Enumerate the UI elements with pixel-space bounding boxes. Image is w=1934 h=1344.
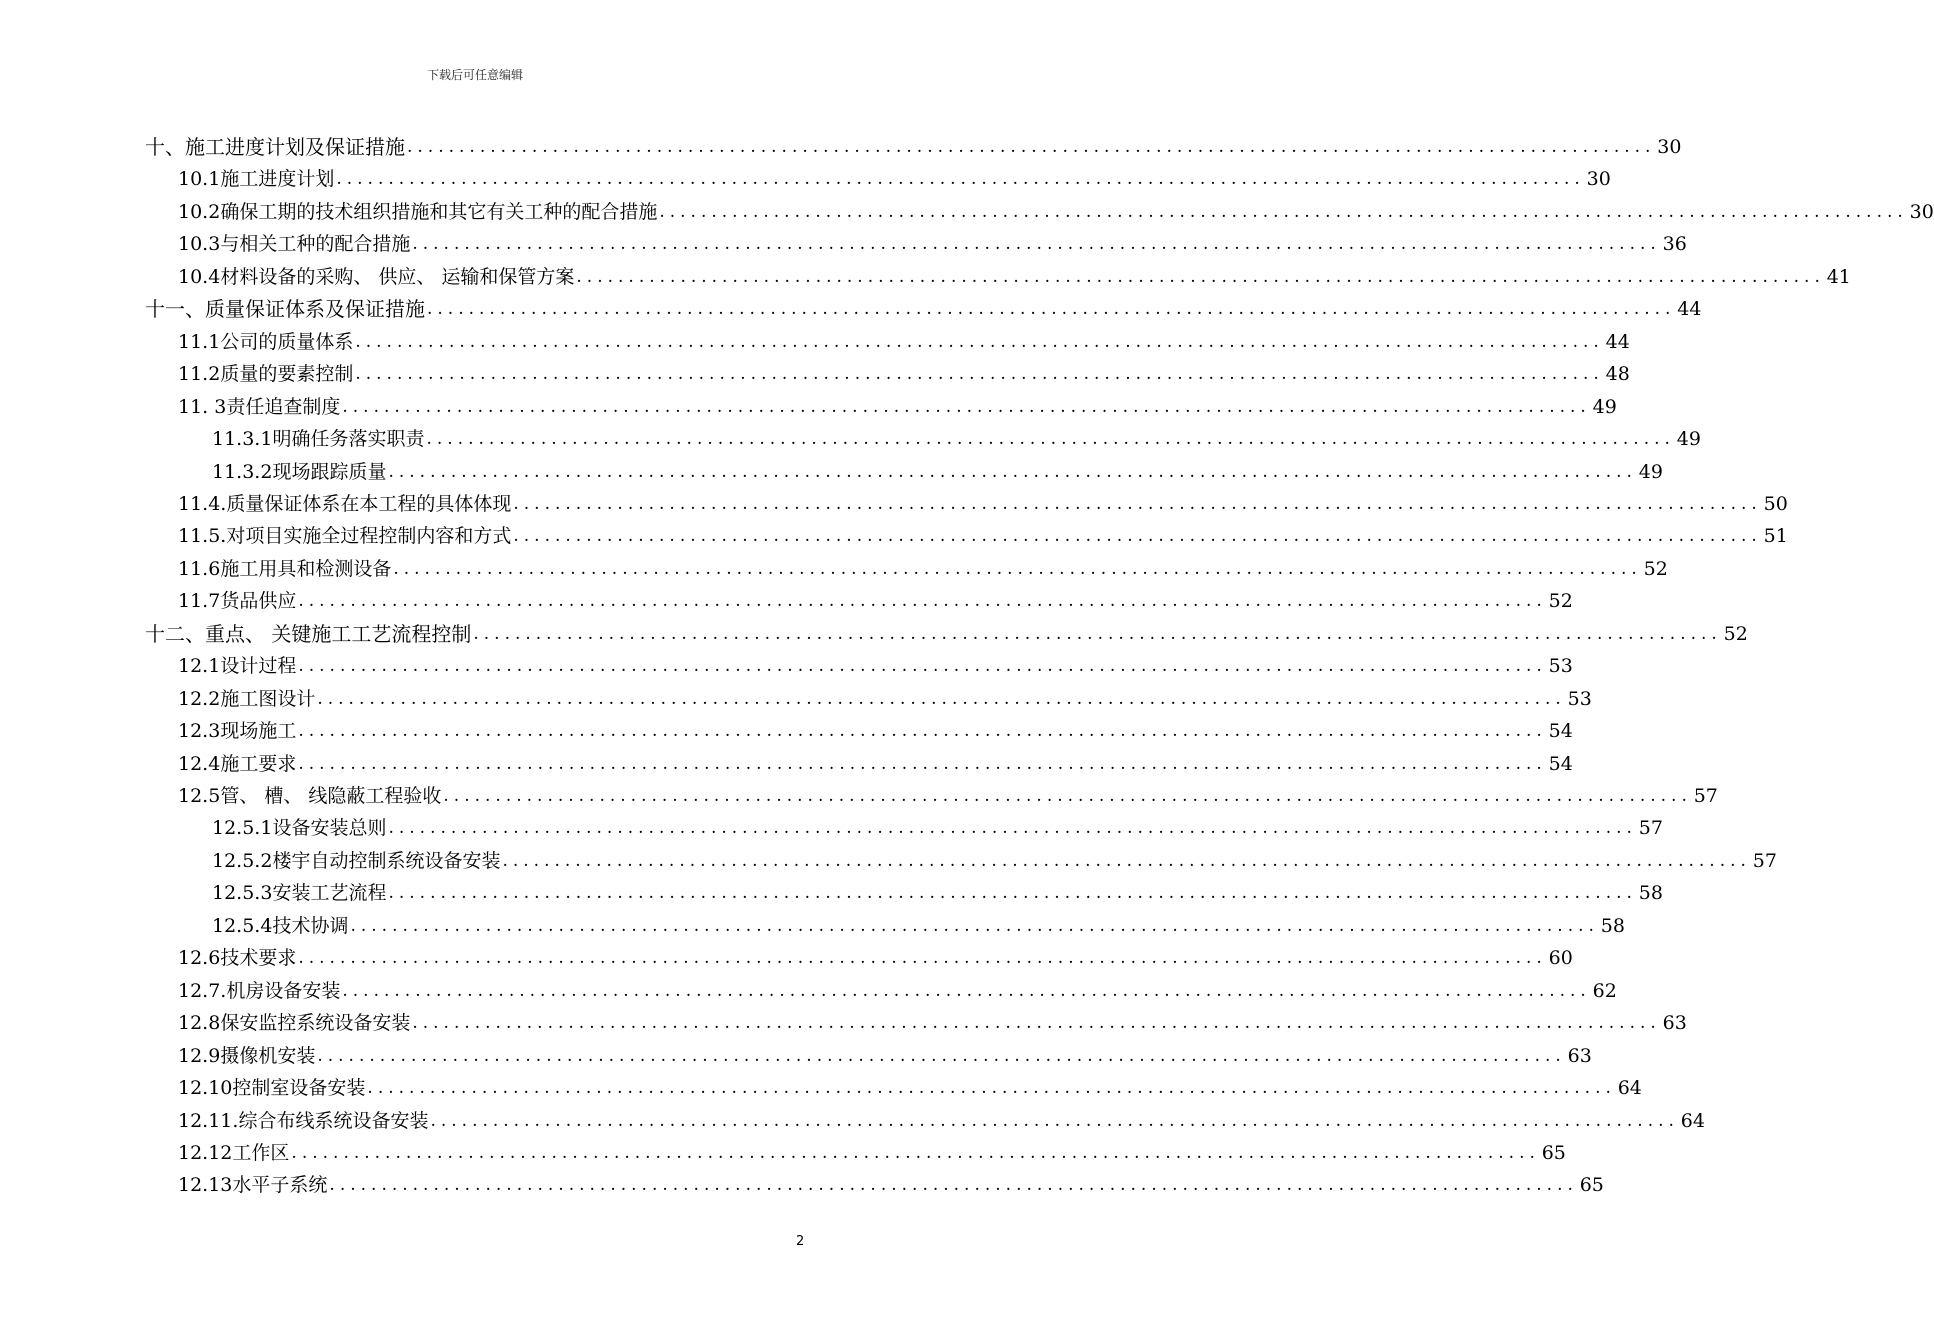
toc-entry-number: 11. 3 [178, 395, 227, 418]
toc-entry[interactable] [145, 290, 1702, 322]
toc-leader-dots: ........................................................................................................................ [513, 526, 1762, 547]
toc-entry[interactable] [178, 160, 1611, 192]
toc-leader-dots: ........................................................................................................................ [427, 299, 1676, 320]
toc-entry[interactable] [145, 615, 1748, 647]
toc-leader-dots: ........................................................................................................................ [443, 786, 1692, 806]
toc-entry-page: 30 [1909, 200, 1934, 223]
toc-entry-page: 53 [1548, 655, 1573, 678]
toc-entry[interactable] [178, 517, 1788, 549]
toc-entry-title: 货品供应 [220, 590, 297, 613]
toc-entry-page: 52 [1723, 622, 1748, 645]
toc-entry-number: 11.2 [178, 363, 221, 386]
toc-entry-page: 49 [1638, 460, 1663, 483]
toc-leader-dots: ........................................................................................................................ [576, 266, 1825, 287]
toc-entry[interactable] [178, 1166, 1604, 1198]
toc-entry-number: 12.5.1 [212, 817, 273, 840]
toc-entry-title: 管、 槽、 线隐蔽工程验收 [220, 785, 442, 807]
toc-entry-number: 12.5.3 [212, 882, 273, 905]
toc-entry-title: 施工用具和检测设备 [220, 557, 392, 580]
toc-leader-dots: ........................................................................................................................ [317, 688, 1566, 709]
toc-entry[interactable] [178, 225, 1687, 257]
toc-entry-page: 50 [1763, 492, 1788, 515]
toc-entry[interactable] [178, 485, 1788, 517]
toc-entry-number: 12.1 [178, 655, 221, 678]
toc-entry-page: 36 [1662, 233, 1687, 256]
toc-entry-page: 52 [1548, 590, 1573, 613]
toc-entry-number: 12.13 [178, 1174, 233, 1197]
toc-entry-title: 责任追查制度 [226, 395, 341, 418]
toc-entry[interactable] [178, 1037, 1592, 1069]
toc-leader-dots: ........................................................................................................................ [367, 1078, 1616, 1099]
toc-entry-title: 技术要求 [220, 947, 297, 970]
toc-entry-title: 质量的要素控制 [220, 363, 354, 386]
toc-entry-page: 54 [1548, 720, 1573, 743]
toc-entry-title: 与相关工种的配合措施 [220, 233, 411, 256]
toc-entry-number: 10.2 [178, 200, 221, 223]
toc-entry-page: 60 [1548, 947, 1573, 970]
toc-entry-title: 施工图设计 [220, 687, 316, 710]
toc-entry-title: 设计过程 [220, 655, 297, 678]
toc-entry-number: 10.1 [178, 168, 221, 191]
toc-entry-number: 11.3.2 [212, 460, 273, 483]
toc-leader-dots: ........................................................................................................................ [291, 1142, 1540, 1163]
toc-entry-number: 12.5 [178, 785, 221, 807]
toc-leader-dots: ........................................................................................................................ [426, 429, 1675, 450]
toc-leader-dots: ........................................................................................................................ [329, 1175, 1578, 1196]
toc-entry[interactable] [212, 874, 1663, 906]
toc-entry-number: 12.3 [178, 720, 221, 743]
toc-leader-dots: ........................................................................................................................ [342, 396, 1591, 417]
toc-entry[interactable] [178, 1102, 1705, 1134]
toc-entry-title: 楼宇自动控制系统设备安装 [272, 849, 501, 872]
toc-entry-title: 设备安装总则 [272, 817, 387, 840]
toc-leader-dots: ........................................................................................................................ [412, 1013, 1661, 1034]
toc-entry-page: 65 [1541, 1141, 1566, 1164]
toc-entry-title: 技术协调 [272, 914, 349, 937]
toc-entry-page: 53 [1567, 687, 1592, 710]
toc-entry[interactable] [178, 777, 1718, 809]
toc-entry[interactable] [212, 809, 1663, 841]
toc-entry-page: 48 [1605, 363, 1630, 386]
toc-entry-page: 30 [1586, 168, 1611, 191]
toc-entry-title: 现场跟踪质量 [272, 460, 387, 483]
toc-entry-title: 现场施工 [220, 720, 297, 743]
toc-entry-page: 30 [1657, 136, 1682, 158]
toc-entry-page: 41 [1826, 265, 1851, 288]
toc-entry[interactable] [178, 939, 1573, 971]
toc-entry-number: 11.5. [178, 525, 227, 548]
toc-entry-number: 11.4. [178, 492, 227, 515]
toc-entry-title: 安装工艺流程 [272, 882, 387, 905]
toc-entry-title: 工作区 [232, 1141, 290, 1164]
toc-entry[interactable] [178, 582, 1573, 614]
toc-leader-dots: ........................................................................................................................ [388, 883, 1637, 904]
toc-entry-title: 质量保证体系在本工程的具体体现 [226, 492, 512, 515]
toc-entry-title: 保安监控系统设备安装 [220, 1012, 411, 1035]
toc-leader-dots: ........................................................................................................................ [298, 656, 1547, 677]
toc-entry-page: 62 [1592, 979, 1617, 1002]
toc-entry[interactable] [178, 712, 1573, 744]
toc-entry[interactable] [178, 388, 1617, 420]
toc-leader-dots: ........................................................................................................................ [513, 493, 1762, 514]
toc-entry-title: 公司的质量体系 [220, 330, 354, 353]
toc-leader-dots: ........................................................................................................................ [473, 623, 1722, 644]
toc-entry-title: 对项目实施全过程控制内容和方式 [226, 525, 512, 548]
toc-entry[interactable] [212, 453, 1663, 485]
toc-leader-dots: ........................................................................................................................ [298, 591, 1547, 612]
toc-entry-number: 11.6 [178, 557, 221, 580]
toc-entry-page: 64 [1617, 1077, 1642, 1100]
toc-leader-dots: ........................................................................................................................ [355, 364, 1604, 385]
toc-entry-page: 65 [1579, 1174, 1604, 1197]
toc-entry[interactable] [178, 323, 1630, 355]
toc-leader-dots: ........................................................................................................................ [388, 818, 1637, 839]
toc-entry[interactable] [178, 258, 1851, 290]
toc-entry-page: 57 [1752, 849, 1777, 872]
toc-entry-title: 控制室设备安装 [232, 1077, 366, 1100]
toc-entry-page: 58 [1638, 882, 1663, 905]
toc-entry-title: 摄像机安装 [220, 1044, 316, 1067]
toc-leader-dots: ........................................................................................................................ [350, 915, 1599, 936]
toc-leader-dots: ........................................................................................................................ [659, 201, 1908, 222]
toc-entry-title: 确保工期的技术组织措施和其它有关工种的配合措施 [220, 200, 658, 223]
toc-entry-title: 重点、 关键施工工艺流程控制 [205, 621, 472, 646]
toc-entry-number: 十二、 [145, 621, 205, 646]
toc-entry[interactable] [178, 193, 1934, 225]
toc-leader-dots: ........................................................................................................................ [342, 980, 1591, 1001]
toc-entry-page: 44 [1605, 330, 1630, 353]
toc-entry-title: 施工进度计划 [220, 168, 335, 191]
toc-entry-page: 63 [1662, 1012, 1687, 1035]
toc-entry-number: 12.6 [178, 947, 221, 970]
toc-leader-dots: ........................................................................................................................ [430, 1110, 1679, 1131]
toc-entry[interactable] [178, 1004, 1687, 1036]
toc-entry-number: 12.9 [178, 1044, 221, 1067]
toc-leader-dots: ........................................................................................................................ [412, 234, 1661, 255]
toc-entry-number: 12.5.4 [212, 914, 273, 937]
toc-entry[interactable] [178, 972, 1617, 1004]
toc-entry-page: 64 [1680, 1109, 1705, 1132]
toc-entry[interactable] [178, 355, 1630, 387]
toc-entry-number: 12.7. [178, 979, 227, 1002]
toc-entry-number: 12.10 [178, 1077, 233, 1100]
toc-entry[interactable] [212, 420, 1701, 452]
toc-entry-number: 10.4 [178, 265, 221, 288]
toc-entry-page: 52 [1643, 557, 1668, 580]
toc-entry-number: 10.3 [178, 233, 221, 256]
toc-entry-number: 12.8 [178, 1012, 221, 1035]
toc-entry-page: 63 [1567, 1044, 1592, 1067]
toc-entry[interactable] [212, 842, 1777, 874]
toc-entry-page: 49 [1676, 428, 1701, 451]
toc-entry-page: 51 [1763, 525, 1788, 548]
toc-entry[interactable] [178, 550, 1668, 582]
toc-leader-dots: ........................................................................................................................ [393, 558, 1642, 579]
toc-entry[interactable] [178, 647, 1573, 679]
toc-entry-page: 44 [1677, 298, 1702, 321]
toc-entry-title: 质量保证体系及保证措施 [205, 297, 425, 322]
toc-leader-dots: ........................................................................................................................ [298, 753, 1547, 774]
toc-entry[interactable] [145, 128, 1682, 160]
toc-entry-number: 12.12 [178, 1141, 233, 1164]
toc-leader-dots: ........................................................................................................................ [298, 948, 1547, 969]
page-number: 2 [796, 1234, 805, 1249]
toc-entry-title: 施工要求 [220, 752, 297, 775]
toc-entry-page: 58 [1600, 914, 1625, 937]
toc-leader-dots: ........................................................................................................................ [317, 1045, 1566, 1066]
toc-entry-title: 材料设备的采购、 供应、 运输和保管方案 [220, 265, 575, 288]
toc-leader-dots: ........................................................................................................................ [407, 137, 1656, 157]
toc-leader-dots: ........................................................................................................................ [336, 169, 1585, 190]
toc-entry-page: 49 [1592, 395, 1617, 418]
toc-entry-title: 明确任务落实职责 [272, 428, 425, 451]
toc-entry[interactable] [212, 907, 1625, 939]
toc-entry-number: 12.5.2 [212, 849, 273, 872]
toc-leader-dots: ........................................................................................................................ [502, 850, 1751, 871]
toc-entry[interactable] [178, 745, 1573, 777]
toc-entry-number: 11.7 [178, 590, 221, 613]
toc-entry[interactable] [178, 1134, 1566, 1166]
toc-entry-title: 综合布线系统设备安装 [238, 1109, 429, 1132]
toc-entry-number: 12.11. [178, 1109, 239, 1132]
toc-entry[interactable] [178, 680, 1592, 712]
toc-leader-dots: ........................................................................................................................ [355, 331, 1604, 352]
toc-leader-dots: ........................................................................................................................ [298, 721, 1547, 742]
toc-entry-number: 12.2 [178, 687, 221, 710]
page-header: 下载后可任意编辑 [426, 68, 523, 82]
toc-entry-title: 施工进度计划及保证措施 [185, 135, 405, 159]
toc-entry-title: 水平子系统 [232, 1174, 328, 1197]
toc-leader-dots: ........................................................................................................................ [388, 461, 1637, 482]
toc-entry[interactable] [178, 1069, 1642, 1101]
toc-entry-number: 十一、 [145, 297, 205, 322]
toc-entry-number: 十、 [145, 135, 185, 159]
toc-entry-title: 机房设备安装 [226, 979, 341, 1002]
toc-entry-page: 54 [1548, 752, 1573, 775]
toc-entry-number: 11.1 [178, 330, 221, 353]
toc-entry-page: 57 [1693, 785, 1718, 807]
toc-entry-number: 12.4 [178, 752, 221, 775]
toc-entry-number: 11.3.1 [212, 428, 273, 451]
toc-entry-page: 57 [1638, 817, 1663, 840]
